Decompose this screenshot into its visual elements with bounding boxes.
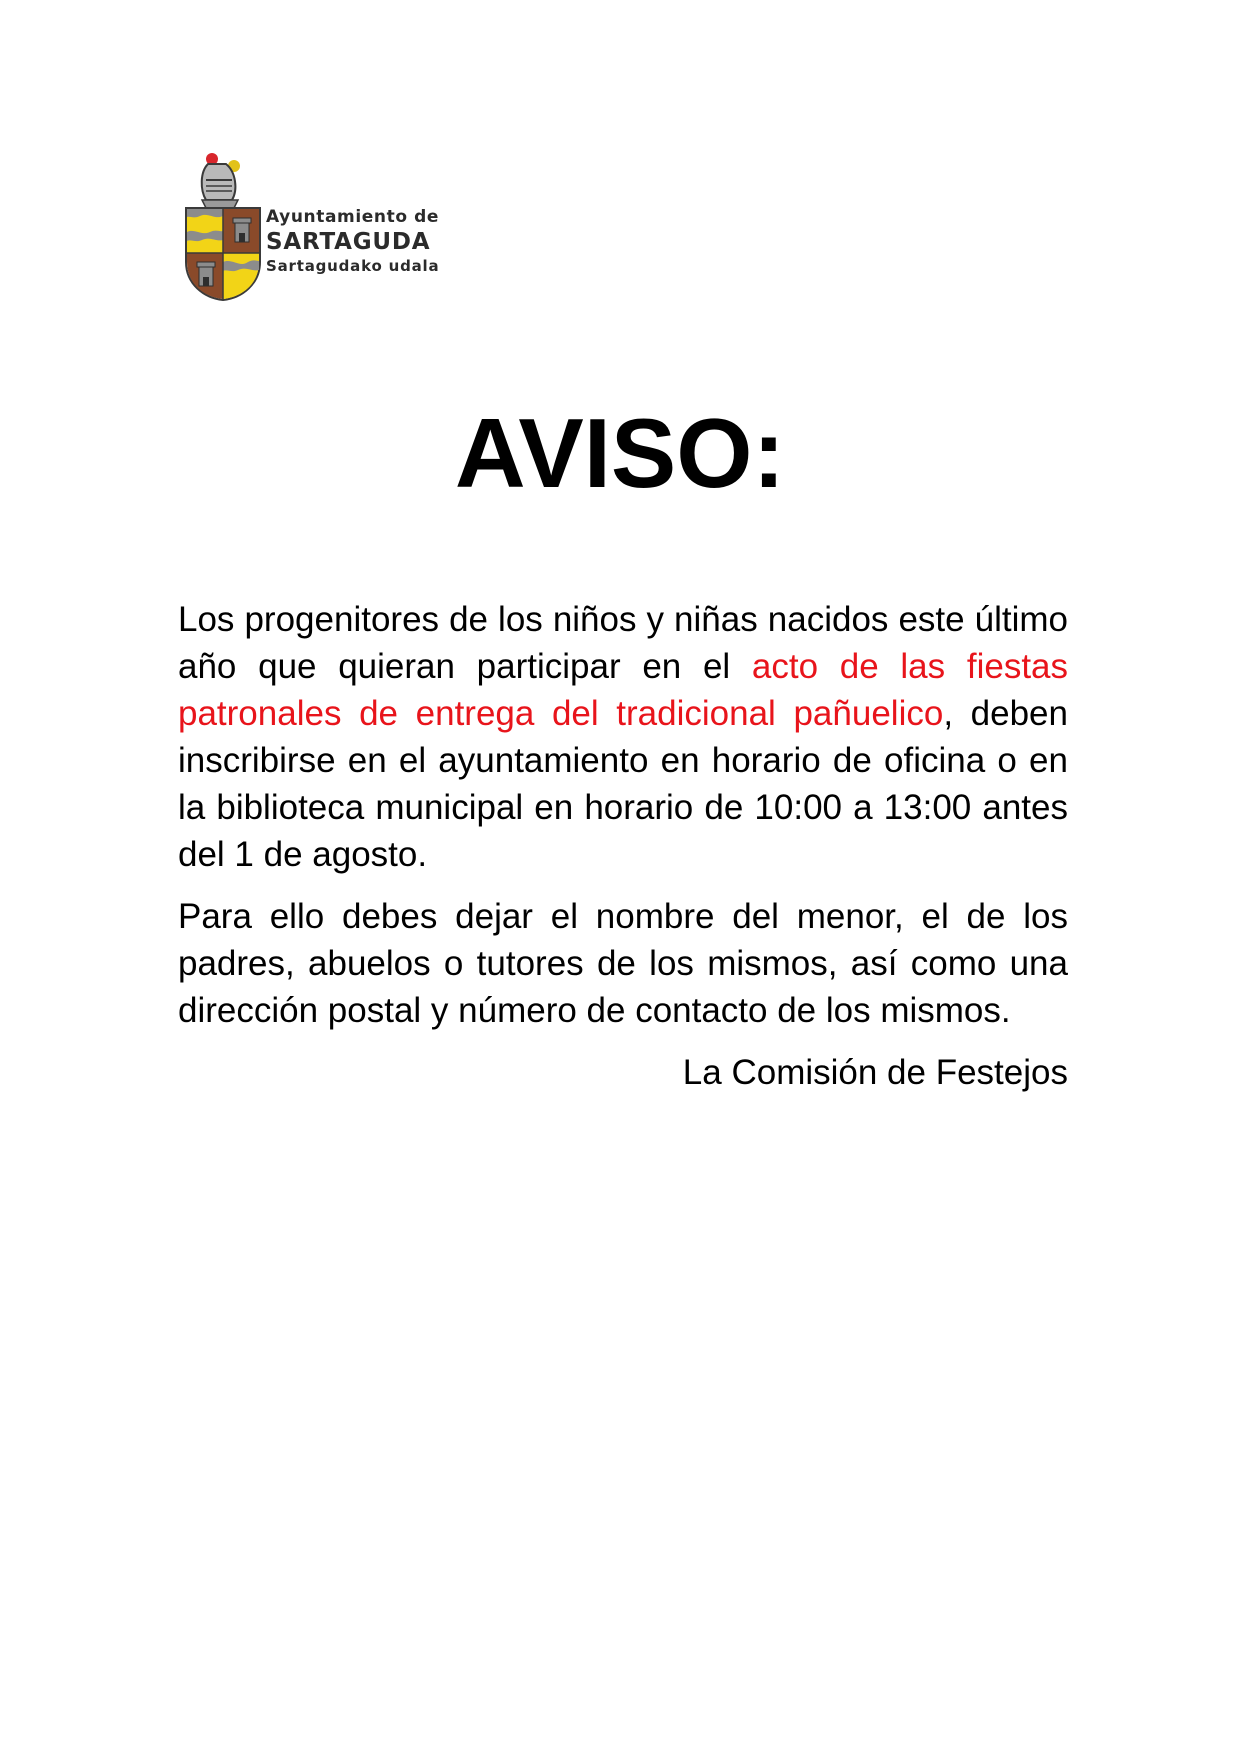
notice-body	[178, 596, 1068, 1096]
logo-line-udala: Sartagudako udala	[266, 257, 440, 275]
municipal-logo	[182, 150, 472, 302]
paragraph-registration-part2: , deben inscribirse en el ayuntamiento en horario de oficina o en la biblioteca municipal en horario de 10:00 a 13:00 antes del 1 de agosto.	[178, 694, 1068, 874]
paragraph-registration-part1: Los progenitores de los niños y niñas nacidos este último año que quieran participar en el	[178, 600, 1068, 686]
notice-title: AVISO:	[454, 398, 786, 508]
paragraph-requirements: Para ello debes dejar el nombre del menor, el de los padres, abuelos o tutores de los mismos, así como una dirección postal y número de contacto de los mismos.	[178, 897, 1068, 1030]
logo-line-sartaguda: SARTAGUDA	[266, 229, 431, 255]
coat-of-arms-icon	[182, 150, 264, 302]
highlight-event-text: acto de las fiestas patronales de entrega del tradicional pañuelico	[178, 647, 1069, 733]
logo-line-ayuntamiento: Ayuntamiento de	[266, 207, 440, 227]
paragraph-registration	[178, 596, 1068, 878]
logo-text	[266, 206, 466, 276]
signature: La Comisión de Festejos	[682, 1053, 1068, 1092]
